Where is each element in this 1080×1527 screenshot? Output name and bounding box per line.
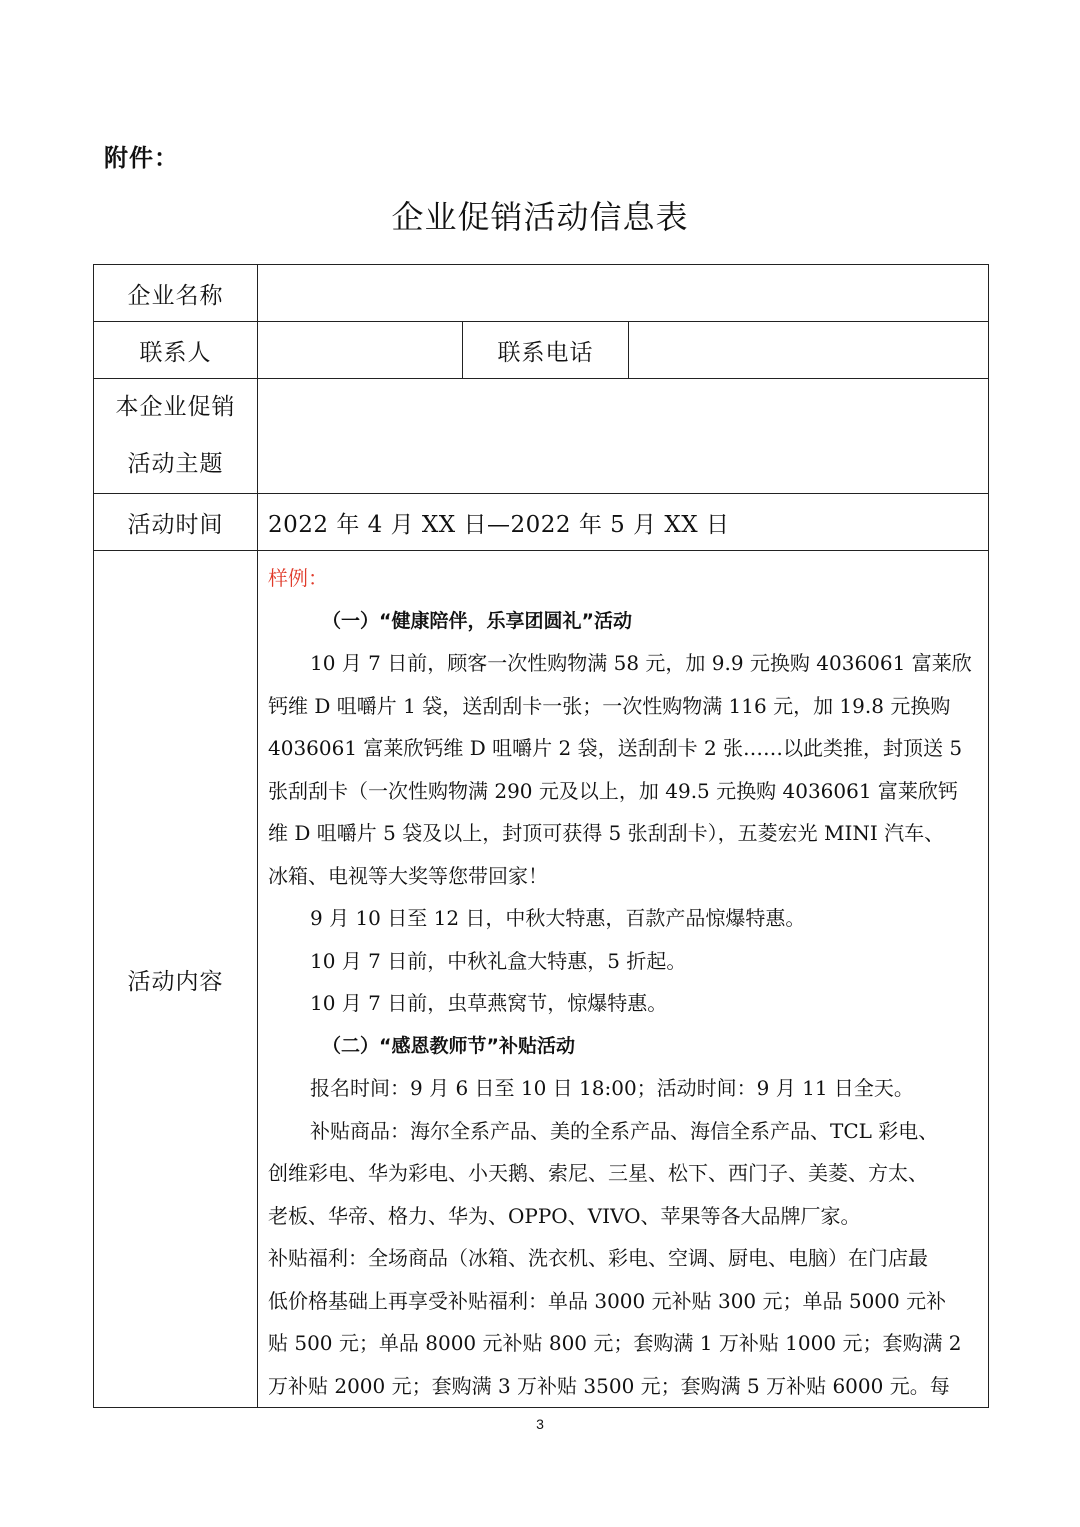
content-line: 创维彩电、华为彩电、小天鹅、索尼、三星、松下、西门子、美菱、方太、 xyxy=(268,1161,928,1185)
time-label: 活动时间 xyxy=(94,494,258,551)
content-line: 老板、华帝、格力、华为、OPPO、VIVO、苹果等各大品牌厂家。 xyxy=(268,1203,861,1228)
page-number: 3 xyxy=(536,1416,544,1432)
content-line: 低价格基础上再享受补贴福利：单品 3000 元补贴 300 元；单品 5000 元补 xyxy=(268,1288,947,1313)
content-line: 9 月 10 日至 12 日，中秋大特惠，百款产品惊爆特惠。 xyxy=(310,906,806,930)
content-line: 10 月 7 日前，中秋礼盒大特惠，5 折起。 xyxy=(310,948,687,973)
content-line: 10 月 7 日前，顾客一次性购物满 58 元，加 9.9 元换购 4036061 富莱欣 xyxy=(310,651,972,675)
theme-field[interactable] xyxy=(258,379,989,494)
company-name-field[interactable] xyxy=(258,265,989,322)
info-table xyxy=(93,264,989,1408)
sample-label: 样例： xyxy=(268,566,328,590)
time-value[interactable]: 2022 年 4 月 XX 日—2022 年 5 月 XX 日 xyxy=(258,494,989,551)
form-title: 企业促销活动信息表 xyxy=(391,198,689,236)
theme-label-line1: 本企业促销 xyxy=(115,394,236,420)
phone-label: 联系电话 xyxy=(463,322,629,379)
content-line: 张刮刮卡（一次性购物满 290 元及以上，加 49.5 元换购 4036061 富莱欣钙 xyxy=(268,778,958,803)
content-field[interactable] xyxy=(258,551,989,1408)
row-theme xyxy=(94,379,989,494)
row-time xyxy=(94,494,989,551)
content-line: 万补贴 2000 元；套购满 3 万补贴 3500 元；套购满 5 万补贴 6000 元。每 xyxy=(268,1373,950,1398)
contact-field[interactable] xyxy=(258,322,463,379)
row-contact xyxy=(94,322,989,379)
theme-label xyxy=(94,379,258,494)
contact-label: 联系人 xyxy=(94,322,258,379)
content-line: 报名时间：9 月 6 日至 10 日 18:00；活动时间：9 月 11 日全天。 xyxy=(310,1076,914,1100)
content-line: 10 月 7 日前，虫草燕窝节，惊爆特惠。 xyxy=(310,991,668,1015)
content-line: 补贴福利：全场商品（冰箱、洗衣机、彩电、空调、厨电、电脑）在门店最 xyxy=(268,1246,928,1270)
content-line: 钙维 D 咀嚼片 1 袋，送刮刮卡一张；一次性购物满 116 元，加 19.8 元换购 xyxy=(268,693,951,718)
phone-field[interactable] xyxy=(629,322,989,379)
content-line: 维 D 咀嚼片 5 袋及以上，封顶可获得 5 张刮刮卡），五菱宏光 MINI 汽车、 xyxy=(268,821,945,845)
content-label: 活动内容 xyxy=(94,551,258,1408)
content-line: 补贴商品：海尔全系产品、美的全系产品、海信全系产品、TCL 彩电、 xyxy=(310,1118,939,1143)
row-company-name xyxy=(94,265,989,322)
section-heading: （一）“健康陪伴，乐享团圆礼”活动 xyxy=(322,609,632,632)
content-line: 4036061 富莱欣钙维 D 咀嚼片 2 袋，送刮刮卡 2 张……以此类推，封顶送 5 xyxy=(268,736,963,760)
attachment-label: 附件： xyxy=(104,144,179,172)
content-line: 贴 500 元；单品 8000 元补贴 800 元；套购满 1 万补贴 1000 元；套购满 2 xyxy=(268,1331,962,1355)
content-line: 冰箱、电视等大奖等您带回家！ xyxy=(268,863,548,888)
theme-label-line2: 活动主题 xyxy=(127,451,224,477)
company-name-label: 企业名称 xyxy=(94,265,258,322)
row-content xyxy=(94,551,989,1408)
section-heading: （二）“感恩教师节”补贴活动 xyxy=(322,1034,575,1057)
